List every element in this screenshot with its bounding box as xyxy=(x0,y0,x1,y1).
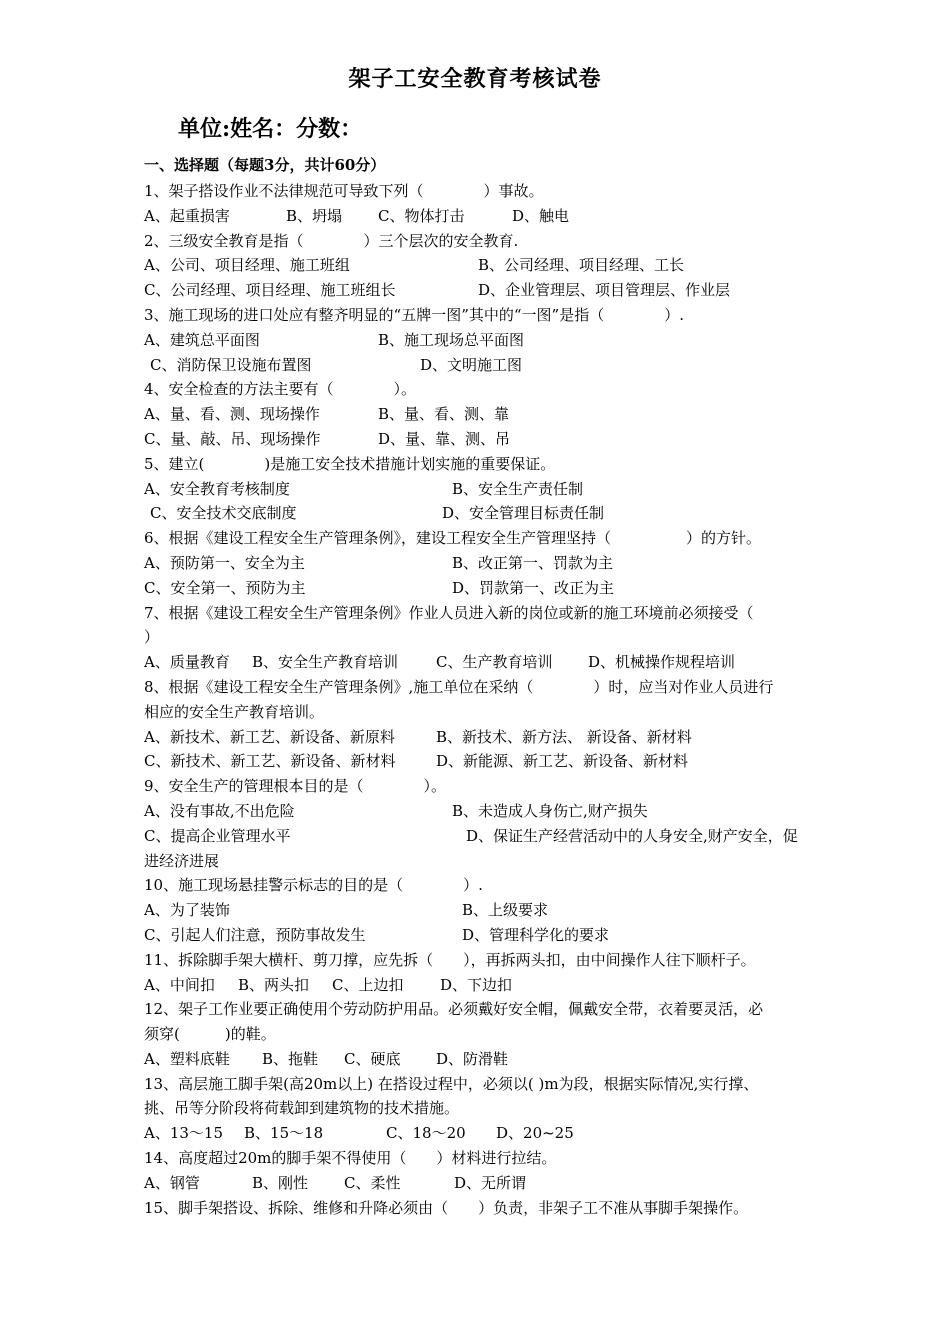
question-text: 4、安全检查的方法主要有（ ）。 xyxy=(144,380,417,399)
question-text: 8、根据《建设工程安全生产管理条例》,施工单位在采纳（ ）时，应当对作业人员进行 xyxy=(144,677,774,696)
question-text: 6、根据《建设工程安全生产管理条例》，建设工程安全生产管理坚持（ ）的方针。 xyxy=(144,529,762,548)
answer-option: B、安全生产教育培训 xyxy=(252,653,399,672)
answer-option: A、公司、项目经理、施工班组 xyxy=(144,256,350,275)
question-text: 11、拆除脚手架大横杆、剪刀撑，应先拆（ ），再拆两头扣，由中间操作人往下顺杆子。 xyxy=(144,950,756,969)
question-text-line xyxy=(144,948,844,973)
question-text: 10、施工现场悬挂警示标志的目的是（ ）. xyxy=(144,876,483,895)
question-text-line xyxy=(144,1096,844,1121)
question-text-line xyxy=(144,601,844,626)
question-text-line xyxy=(144,452,844,477)
question-text: 3、施工现场的进口处应有整齐明显的“五牌一图”其中的“一图”是指（ ）. xyxy=(144,305,684,324)
answer-option: B、改正第一、罚款为主 xyxy=(452,553,614,572)
answer-option: C、消防保卫设施布置图 xyxy=(150,355,312,374)
question-text-line xyxy=(144,1196,844,1221)
question-text: 14、高度超过20m的脚手架不得使用（ ）材料进行拉结。 xyxy=(144,1149,557,1168)
answer-option: C、引起人们注意，预防事故发生 xyxy=(144,925,366,944)
question-text: 进经济进展 xyxy=(144,851,220,870)
options-line xyxy=(144,898,844,923)
options-line xyxy=(144,353,844,378)
answer-option: D、量、靠、测、吊 xyxy=(378,429,511,448)
answer-option: D、无所谓 xyxy=(454,1173,527,1192)
question-text-line xyxy=(144,700,844,725)
question-text: 12、架子工作业要正确使用个劳动防护用品。必须戴好安全帽，佩戴安全带，衣着要灵活，必 xyxy=(144,1000,764,1019)
answer-option: A、安全教育考核制度 xyxy=(144,479,290,498)
answer-option: A、为了装饰 xyxy=(144,901,230,920)
question-text: 9、安全生产的管理根本目的是（ ）。 xyxy=(144,777,447,796)
answer-option: B、未造成人身伤亡,财产损失 xyxy=(452,801,648,820)
answer-option: B、15～18 xyxy=(244,1124,324,1143)
answer-option: C、安全第一、预防为主 xyxy=(144,578,306,597)
answer-option: B、公司经理、项目经理、工长 xyxy=(478,256,685,275)
question-list xyxy=(144,179,844,1220)
answer-option: D、防滑鞋 xyxy=(436,1049,509,1068)
answer-option: D、企业管理层、项目管理层、作业层 xyxy=(478,281,731,300)
options-line xyxy=(144,204,844,229)
options-line xyxy=(144,923,844,948)
question-text: 须穿( )的鞋。 xyxy=(144,1025,276,1044)
options-line xyxy=(144,576,844,601)
options-line xyxy=(144,725,844,750)
answer-option: A、塑料底鞋 xyxy=(144,1049,230,1068)
answer-option: C、柔性 xyxy=(344,1173,401,1192)
options-line xyxy=(144,650,844,675)
answer-option: D、文明施工图 xyxy=(420,355,523,374)
options-line xyxy=(144,1047,844,1072)
question-text: ） xyxy=(144,628,160,647)
question-text-line xyxy=(144,1022,844,1047)
options-line xyxy=(144,824,844,849)
exam-title: 架子工安全教育考核试卷 xyxy=(348,66,602,92)
answer-option: D、触电 xyxy=(512,206,570,225)
question-text: 15、脚手架搭设、拆除、维修和升降必须由（ ）负责，非架子工不准从事脚手架操作。 xyxy=(144,1198,749,1217)
answer-option: B、新技术、新方法、 新设备、新材料 xyxy=(436,727,692,746)
answer-option: C、提高企业管理水平 xyxy=(144,826,291,845)
answer-option: B、量、看、测、靠 xyxy=(378,405,510,424)
answer-option: C、硬底 xyxy=(344,1049,401,1068)
question-text-line xyxy=(144,774,844,799)
answer-option: A、预防第一、安全为主 xyxy=(144,553,305,572)
options-line xyxy=(144,973,844,998)
question-text-line xyxy=(144,229,844,254)
question-text-line xyxy=(144,303,844,328)
answer-option: D、保证生产经营活动中的人身安全,财产安全，促 xyxy=(466,826,798,845)
answer-option: B、安全生产责任制 xyxy=(452,479,584,498)
answer-option: C、新技术、新工艺、新设备、新材料 xyxy=(144,752,396,771)
options-line xyxy=(144,501,844,526)
answer-option: C、上边扣 xyxy=(332,975,404,994)
answer-option: B、拖鞋 xyxy=(262,1049,319,1068)
question-text-line xyxy=(144,526,844,551)
section-title: 一、选择题（每题3分，共计60分） xyxy=(144,156,386,174)
answer-option: A、量、看、测、现场操作 xyxy=(144,405,320,424)
answer-option: B、两头扣 xyxy=(238,975,310,994)
options-line xyxy=(144,328,844,353)
answer-option: D、管理科学化的要求 xyxy=(462,925,610,944)
options-line xyxy=(144,477,844,502)
answer-option: B、刚性 xyxy=(252,1173,309,1192)
answer-option: B、上级要求 xyxy=(462,901,549,920)
answer-option: D、下边扣 xyxy=(440,975,513,994)
options-line xyxy=(144,551,844,576)
answer-option: A、中间扣 xyxy=(144,975,215,994)
question-text: 相应的安全生产教育培训。 xyxy=(144,702,325,721)
answer-option: C、物体打击 xyxy=(378,206,465,225)
answer-option: A、新技术、新工艺、新设备、新原料 xyxy=(144,727,395,746)
question-text: 7、根据《建设工程安全生产管理条例》作业人员进入新的岗位或新的施工环境前必须接受（ xyxy=(144,603,754,622)
question-text: 2、三级安全教育是指（ ）三个层次的安全教育. xyxy=(144,231,519,250)
answer-option: C、公司经理、项目经理、施工班组长 xyxy=(144,281,396,300)
options-line xyxy=(144,402,844,427)
question-text-line xyxy=(144,625,844,650)
question-text-line xyxy=(144,1146,844,1171)
options-line xyxy=(144,799,844,824)
unit-name-score-line: 单位:姓名：分数： xyxy=(178,116,363,142)
question-text: 13、高层施工脚手架(高20m以上) 在搭设过程中，必须以( )m为段，根据实际情况,实行撑、 xyxy=(144,1074,759,1093)
answer-option: D、罚款第一、改正为主 xyxy=(452,578,615,597)
options-line xyxy=(144,749,844,774)
options-line xyxy=(144,1121,844,1146)
options-line xyxy=(144,253,844,278)
answer-option: A、建筑总平面图 xyxy=(144,330,260,349)
options-line xyxy=(144,427,844,452)
question-text: 1、架子搭设作业不法律规范可导致下列（ ）事故。 xyxy=(144,182,544,200)
answer-option: C、量、敲、吊、现场操作 xyxy=(144,429,321,448)
question-text-line xyxy=(144,997,844,1022)
question-text-line xyxy=(144,179,844,204)
question-text-line xyxy=(144,849,844,874)
question-text-line xyxy=(144,1072,844,1097)
answer-option: A、13～15 xyxy=(144,1124,224,1143)
options-line xyxy=(144,1171,844,1196)
answer-option: C、18～20 xyxy=(386,1124,466,1143)
answer-option: A、质量教育 xyxy=(144,653,230,672)
options-line xyxy=(144,278,844,303)
answer-option: A、没有事故,不出危险 xyxy=(144,801,295,820)
answer-option: B、坍塌 xyxy=(286,206,343,225)
answer-option: C、安全技术交底制度 xyxy=(150,504,297,523)
question-text: 挑、吊等分阶段将荷载卸到建筑物的技术措施。 xyxy=(144,1099,460,1118)
answer-option: D、机械操作规程培训 xyxy=(588,653,736,672)
answer-option: D、20~25 xyxy=(496,1124,574,1143)
answer-option: C、生产教育培训 xyxy=(436,653,553,672)
answer-option: A、起重损害 xyxy=(144,206,230,225)
question-text-line xyxy=(144,675,844,700)
question-text: 5、建立( )是施工安全技术措施计划实施的重要保证。 xyxy=(144,454,556,473)
answer-option: A、钢管 xyxy=(144,1173,200,1192)
answer-option: D、新能源、新工艺、新设备、新材料 xyxy=(436,752,689,771)
question-text-line xyxy=(144,377,844,402)
question-text-line xyxy=(144,873,844,898)
answer-option: D、安全管理目标责任制 xyxy=(442,504,605,523)
answer-option: B、施工现场总平面图 xyxy=(378,330,525,349)
